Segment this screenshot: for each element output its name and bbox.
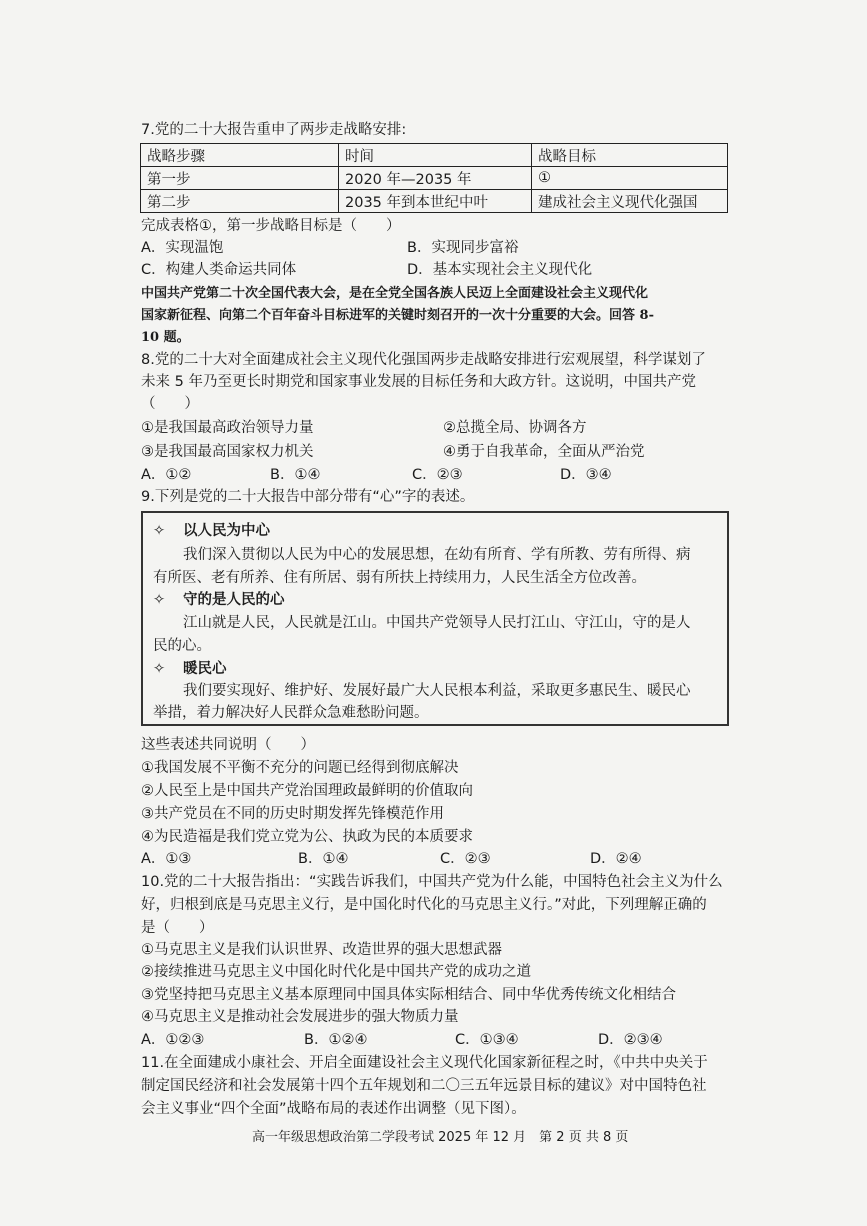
table-cell: 建成社会主义现代化强国	[532, 190, 728, 213]
box-heading: 以人民为中心	[183, 523, 270, 539]
q10-statement: ②接续推进马克思主义中国化时代化是中国共产党的成功之道	[141, 964, 531, 980]
table-row	[141, 167, 728, 190]
table-cell: ①	[532, 167, 728, 190]
intro-line: 国家新征程、向第二个百年奋斗目标进军的关键时刻召开的一次十分重要的大会。回答 8-	[141, 308, 654, 323]
q7-option-c: C．构建人类命运共同体	[141, 262, 297, 278]
q8-statement: ④勇于自我革命，全面从严治党	[443, 444, 645, 460]
table-header-cell: 战略目标	[532, 144, 728, 167]
quote-box	[141, 511, 729, 726]
table-header-cell: 战略步骤	[141, 144, 339, 167]
q10-option-a: A．①②③	[141, 1032, 205, 1048]
box-line: 我们要实现好、维护好、发展好最广大人民根本利益，采取更多惠民生、暖民心	[183, 683, 691, 699]
q10-line: 好，归根到底是马克思主义行，是中国化时代化的马克思主义行。”对此，下列理解正确的	[141, 897, 707, 913]
q8-line: （ ）	[141, 396, 199, 412]
box-line: 江山就是人民，人民就是江山。中国共产党领导人民打江山、守江山，守的是人	[183, 615, 691, 631]
q9-statement: ③共产党员在不同的历史时期发挥先锋模范作用	[141, 806, 444, 822]
bullet-icon: ✧	[153, 592, 166, 608]
q8-option-c: C．②③	[412, 467, 463, 483]
page-footer: 高一年级思想政治第二学段考试 2025 年 12 月 第 2 页 共 8 页	[252, 1130, 629, 1145]
q7-option-b: B．实现同步富裕	[407, 240, 519, 256]
table-cell: 第一步	[141, 167, 339, 190]
q8-line: 未来 5 年乃至更长时期党和国家事业发展的目标任务和大政方针。这说明，中国共产党	[141, 374, 696, 390]
q10-option-c: C．①③④	[455, 1032, 519, 1048]
box-heading: 守的是人民的心	[183, 592, 285, 608]
intro-line: 中国共产党第二十次全国代表大会，是在全党全国各族人民迈上全面建设社会主义现代化	[141, 286, 649, 301]
table-row	[141, 190, 728, 213]
bullet-icon: ✧	[153, 661, 166, 677]
box-line: 举措，着力解决好人民群众急难愁盼问题。	[153, 705, 429, 721]
table-header-row	[141, 144, 728, 167]
q10-option-d: D．②③④	[598, 1032, 663, 1048]
table-cell: 2035 年到本世纪中叶	[339, 190, 532, 213]
q8-option-a: A．①②	[141, 467, 192, 483]
q9-statement: ④为民造福是我们党立党为公、执政为民的本质要求	[141, 829, 473, 845]
q10-statement: ①马克思主义是我们认识世界、改造世界的强大思想武器	[141, 942, 502, 958]
q9-option-c: C．②③	[440, 851, 491, 867]
q10-line: 10.党的二十大报告指出：“实践告诉我们，中国共产党为什么能，中国特色社会主义为什么	[141, 874, 723, 890]
q8-statement: ②总揽全局、协调各方	[443, 420, 587, 436]
q11-line: 制定国民经济和社会发展第十四个五年规划和二〇三五年远景目标的建议》对中国特色社	[141, 1078, 707, 1094]
table-cell: 2020 年—2035 年	[339, 167, 532, 190]
q7-question: 完成表格①，第一步战略目标是（ ）	[141, 218, 401, 234]
strategy-table	[140, 143, 728, 213]
q9-stem: 9.下列是党的二十大报告中部分带有“心”字的表述。	[141, 489, 475, 505]
q9-statement: ①我国发展不平衡不充分的问题已经得到彻底解决	[141, 760, 459, 776]
q9-question: 这些表述共同说明（ ）	[141, 737, 315, 753]
q8-option-b: B．①④	[270, 467, 321, 483]
intro-line: 10 题。	[141, 330, 190, 345]
q9-statement: ②人民至上是中国共产党治国理政最鲜明的价值取向	[141, 783, 473, 799]
q11-line: 会主义事业“四个全面”战略布局的表述作出调整（见下图）。	[141, 1101, 526, 1117]
q10-option-b: B．①②④	[304, 1032, 368, 1048]
q9-option-d: D．②④	[590, 851, 642, 867]
box-heading: 暖民心	[183, 661, 227, 677]
bullet-icon: ✧	[153, 523, 166, 539]
q11-line: 11.在全面建成小康社会、开启全面建设社会主义现代化国家新征程之时，《中共中央关于	[141, 1055, 708, 1071]
q7-option-a: A．实现温饱	[141, 240, 224, 256]
table-header-cell: 时间	[339, 144, 532, 167]
q9-option-a: A．①③	[141, 851, 192, 867]
q9-option-b: B．①④	[298, 851, 349, 867]
q7-stem: 7.党的二十大报告重申了两步走战略安排:	[141, 122, 407, 138]
box-line: 我们深入贯彻以人民为中心的发展思想，在幼有所育、学有所教、劳有所得、病	[183, 547, 691, 563]
q8-line: 8.党的二十大对全面建成社会主义现代化强国两步走战略安排进行宏观展望，科学谋划了	[141, 352, 706, 368]
box-line: 民的心。	[153, 638, 211, 654]
q8-statement: ③是我国最高国家权力机关	[141, 444, 314, 460]
q8-option-d: D．③④	[560, 467, 612, 483]
q10-line: 是（ ）	[141, 920, 214, 936]
q7-option-d: D．基本实现社会主义现代化	[407, 262, 593, 278]
q8-statement: ①是我国最高政治领导力量	[141, 420, 314, 436]
q10-statement: ③党坚持把马克思主义基本原理同中国具体实际相结合、同中华优秀传统文化相结合	[141, 987, 676, 1003]
box-line: 有所医、老有所养、住有所居、弱有所扶上持续用力，人民生活全方位改善。	[153, 570, 646, 586]
q10-statement: ④马克思主义是推动社会发展进步的强大物质力量	[141, 1009, 459, 1025]
table-cell: 第二步	[141, 190, 339, 213]
